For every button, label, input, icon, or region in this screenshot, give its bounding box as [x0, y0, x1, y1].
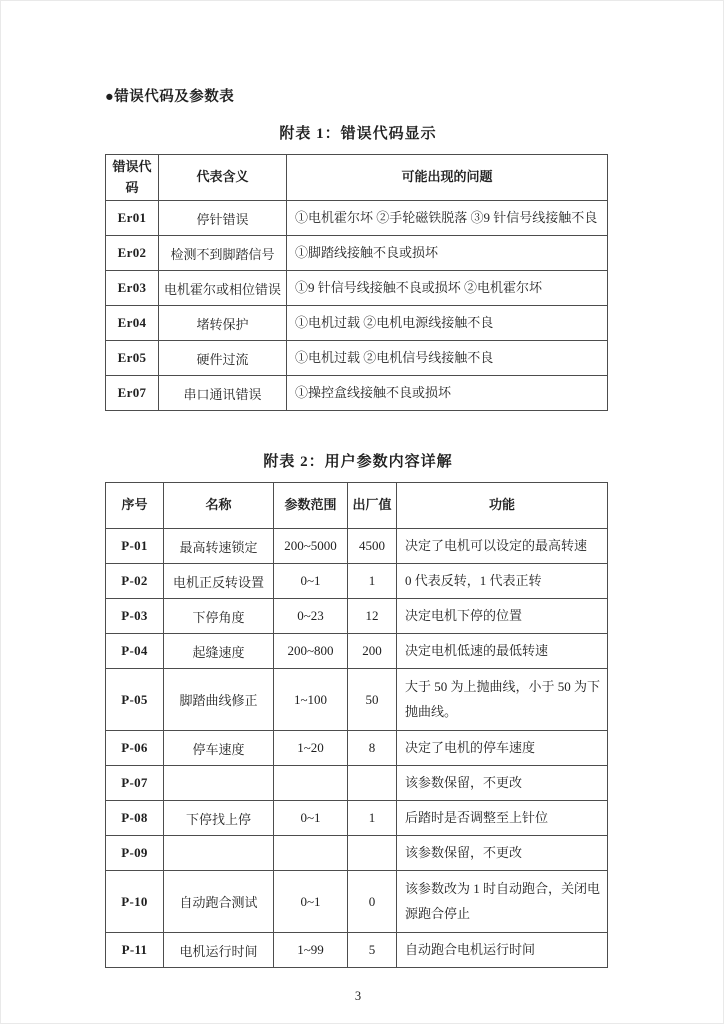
error-meaning-cell: 电机霍尔或相位错误 [159, 271, 287, 306]
table1-header-problems: 可能出现的问题 [287, 155, 608, 201]
error-meaning-cell: 停针错误 [159, 201, 287, 236]
param-function-cell: 自动跑合电机运行时间 [397, 933, 608, 968]
error-problems-cell: ①电机过载 ②电机电源线接触不良 [287, 306, 608, 341]
param-id-cell: P-08 [106, 801, 164, 836]
table2-header-default: 出厂值 [348, 483, 397, 529]
error-code-cell: Er02 [106, 236, 159, 271]
table1-header-meaning: 代表含义 [159, 155, 287, 201]
table1-title: 附表 1：错误代码显示 [279, 126, 437, 142]
page-number: 3 [354, 989, 362, 1003]
param-name-cell: 脚踏曲线修正 [164, 669, 274, 731]
table-row [106, 599, 608, 634]
page-content [105, 85, 611, 1004]
param-range-cell: 200~5000 [274, 529, 348, 564]
table-row [106, 201, 608, 236]
table-row [106, 341, 608, 376]
param-name-cell: 最高转速锁定 [164, 529, 274, 564]
param-default-cell: 12 [348, 599, 397, 634]
param-name-cell: 起缝速度 [164, 634, 274, 669]
param-name-cell: 电机正反转设置 [164, 564, 274, 599]
table-row [106, 871, 608, 933]
param-id-cell: P-06 [106, 731, 164, 766]
error-meaning-cell: 检测不到脚踏信号 [159, 236, 287, 271]
param-function-cell: 该参数改为 1 时自动跑合，关闭电源跑合停止 [397, 871, 608, 933]
table-row [106, 731, 608, 766]
table2-header-row [106, 483, 608, 529]
error-problems-cell: ①脚踏线接触不良或损坏 [287, 236, 608, 271]
param-function-cell: 该参数保留，不更改 [397, 836, 608, 871]
table-row [106, 271, 608, 306]
param-id-cell: P-01 [106, 529, 164, 564]
error-problems-cell: ①操控盒线接触不良或损坏 [287, 376, 608, 411]
table-row [106, 836, 608, 871]
error-code-cell: Er05 [106, 341, 159, 376]
param-id-cell: P-04 [106, 634, 164, 669]
error-code-cell: Er03 [106, 271, 159, 306]
param-range-cell: 200~800 [274, 634, 348, 669]
table2-header-name: 名称 [164, 483, 274, 529]
error-problems-cell: ①电机霍尔坏 ②手轮磁铁脱落 ③9 针信号线接触不良 [287, 201, 608, 236]
param-function-cell: 决定电机下停的位置 [397, 599, 608, 634]
table-row [106, 933, 608, 968]
param-default-cell: 50 [348, 669, 397, 731]
param-function-cell: 该参数保留，不更改 [397, 766, 608, 801]
error-meaning-cell: 串口通讯错误 [159, 376, 287, 411]
error-code-cell: Er01 [106, 201, 159, 236]
param-id-cell: P-05 [106, 669, 164, 731]
param-range-cell: 1~100 [274, 669, 348, 731]
table-row [106, 529, 608, 564]
param-default-cell [348, 836, 397, 871]
param-function-cell: 决定了电机可以设定的最高转速 [397, 529, 608, 564]
table2-header-id: 序号 [106, 483, 164, 529]
table-row [106, 306, 608, 341]
section-header: ●错误代码及参数表 [105, 89, 235, 105]
table2-title: 附表 2：用户参数内容详解 [263, 454, 453, 470]
error-problems-cell: ①电机过载 ②电机信号线接触不良 [287, 341, 608, 376]
param-name-cell [164, 766, 274, 801]
param-range-cell [274, 766, 348, 801]
param-range-cell: 0~1 [274, 564, 348, 599]
table2-header-function: 功能 [397, 483, 608, 529]
param-name-cell: 电机运行时间 [164, 933, 274, 968]
param-range-cell: 1~99 [274, 933, 348, 968]
table-row [106, 564, 608, 599]
param-name-cell: 停车速度 [164, 731, 274, 766]
param-name-cell [164, 836, 274, 871]
param-default-cell: 5 [348, 933, 397, 968]
param-function-cell: 决定电机低速的最低转速 [397, 634, 608, 669]
table-row [106, 236, 608, 271]
table-row [106, 766, 608, 801]
param-default-cell: 1 [348, 564, 397, 599]
param-range-cell: 0~23 [274, 599, 348, 634]
table-row [106, 801, 608, 836]
param-id-cell: P-11 [106, 933, 164, 968]
param-name-cell: 下停找上停 [164, 801, 274, 836]
param-id-cell: P-07 [106, 766, 164, 801]
param-id-cell: P-02 [106, 564, 164, 599]
param-range-cell: 0~1 [274, 871, 348, 933]
param-id-cell: P-03 [106, 599, 164, 634]
error-code-cell: Er07 [106, 376, 159, 411]
error-meaning-cell: 硬件过流 [159, 341, 287, 376]
user-parameter-table [105, 482, 608, 968]
error-meaning-cell: 堵转保护 [159, 306, 287, 341]
param-default-cell: 0 [348, 871, 397, 933]
param-function-cell: 大于 50 为上抛曲线，小于 50 为下抛曲线。 [397, 669, 608, 731]
error-problems-cell: ①9 针信号线接触不良或损坏 ②电机霍尔坏 [287, 271, 608, 306]
param-id-cell: P-09 [106, 836, 164, 871]
param-id-cell: P-10 [106, 871, 164, 933]
table-row [106, 634, 608, 669]
param-range-cell [274, 836, 348, 871]
error-code-table [105, 154, 608, 411]
error-code-cell: Er04 [106, 306, 159, 341]
table2-header-range: 参数范围 [274, 483, 348, 529]
param-default-cell: 200 [348, 634, 397, 669]
param-default-cell [348, 766, 397, 801]
param-default-cell: 1 [348, 801, 397, 836]
param-range-cell: 1~20 [274, 731, 348, 766]
param-name-cell: 自动跑合测试 [164, 871, 274, 933]
param-range-cell: 0~1 [274, 801, 348, 836]
table1-header-row [106, 155, 608, 201]
param-function-cell: 决定了电机的停车速度 [397, 731, 608, 766]
param-name-cell: 下停角度 [164, 599, 274, 634]
table-row [106, 669, 608, 731]
param-default-cell: 8 [348, 731, 397, 766]
table1-header-code: 错误代码 [106, 155, 159, 201]
table-row [106, 376, 608, 411]
param-function-cell: 后踏时是否调整至上针位 [397, 801, 608, 836]
param-default-cell: 4500 [348, 529, 397, 564]
param-function-cell: 0 代表反转，1 代表正转 [397, 564, 608, 599]
